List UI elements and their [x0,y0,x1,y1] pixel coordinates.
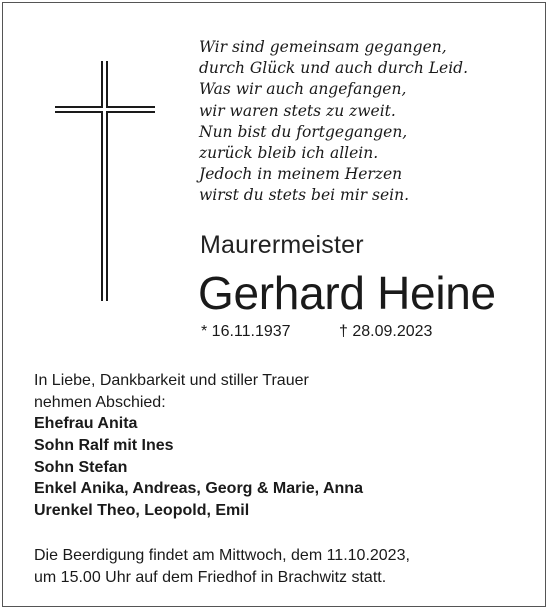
poem-line: Nun bist du fortgegangen, [199,122,408,141]
poem-line: Wir sind gemeinsam gegangen, [199,38,447,56]
life-dates [201,323,433,341]
poem-line: wir waren stets zu zweit. [199,101,396,120]
funeral-line: um 15.00 Uhr auf dem Friedhof in Brachwitz statt. [34,568,387,586]
cross-intersection [103,106,106,113]
cross-vertical-beam [101,61,108,301]
poem-line: Was wir auch angefangen, [199,80,407,99]
poem-line: wirst du stets bei mir sein. [199,186,410,205]
death-date: † 28.09.2023 [339,323,433,340]
mourner-item: Enkel Anika, Andreas, Georg & Marie, Anna [34,480,363,498]
deceased-name: Gerhard Heine [198,267,496,319]
mourner-item: Ehefrau Anita [34,415,138,432]
intro-line: In Liebe, Dankbarkeit und stiller Trauer [34,372,309,389]
farewell-intro [34,370,309,413]
obituary-frame [2,2,546,607]
funeral-notice [34,545,410,588]
mourner-item: Urenkel Theo, Leopold, Emil [34,502,250,520]
mourners-list [34,413,363,522]
funeral-line: Die Beerdigung findet am Mittwoch, dem 11.10.2023, [34,547,410,564]
poem-line: zurück bleib ich allein. [199,144,379,163]
poem-line: durch Glück und auch durch Leid. [199,59,469,78]
poem [199,37,468,207]
intro-line: nehmen Abschied: [34,393,166,411]
deceased-profession: Maurermeister [200,231,364,259]
poem-line: Jedoch in meinem Herzen [199,165,403,184]
mourner-item: Sohn Stefan [34,458,128,476]
birth-date: * 16.11.1937 [201,323,291,340]
mourner-item: Sohn Ralf mit Ines [34,436,174,454]
